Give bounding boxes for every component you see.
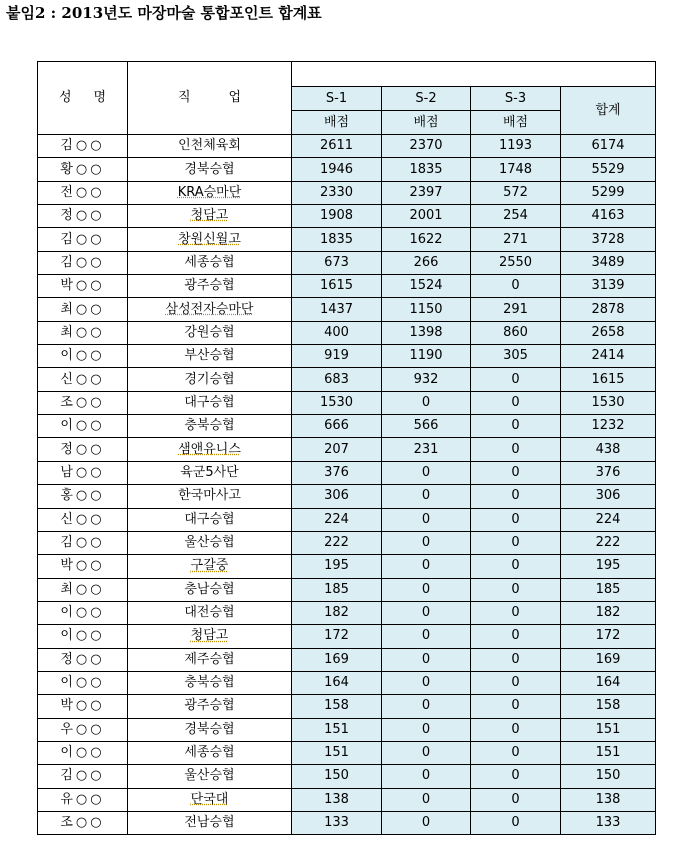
row-s3: 0 [471,415,561,438]
row-s3: 0 [471,531,561,554]
row-s2: 0 [382,601,471,624]
row-s2: 0 [382,811,471,834]
row-s2: 0 [382,531,471,554]
row-job: 제주승협 [128,648,292,671]
row-s3: 1193 [471,135,561,158]
row-name: 박○○ [38,275,128,298]
row-s2: 0 [382,695,471,718]
row-total: 5529 [561,158,656,181]
table-row [38,625,656,648]
row-s3: 0 [471,275,561,298]
row-s3: 0 [471,461,561,484]
table-row [38,438,656,461]
table-row [38,205,656,228]
row-job: 광주승협 [128,275,292,298]
row-total: 150 [561,765,656,788]
row-s1: 666 [292,415,382,438]
row-total: 224 [561,508,656,531]
row-job: 충북승협 [128,415,292,438]
row-total: 182 [561,601,656,624]
row-total: 5299 [561,181,656,204]
points-table [37,61,656,835]
table-row [38,765,656,788]
row-s2: 266 [382,251,471,274]
row-name: 이○○ [38,741,128,764]
row-s3: 0 [471,485,561,508]
table-row [38,321,656,344]
table-row [38,695,656,718]
row-s2: 0 [382,578,471,601]
row-job: 충북승협 [128,671,292,694]
header-name: 성 명 [38,62,128,135]
row-total: 222 [561,531,656,554]
header-s3: S-3 [471,87,561,111]
row-s1: 1615 [292,275,382,298]
row-s2: 0 [382,765,471,788]
row-s3: 572 [471,181,561,204]
row-job: 대전승협 [128,601,292,624]
row-job: 청담고 [128,625,292,648]
row-s3: 860 [471,321,561,344]
table-row [38,648,656,671]
header-points-s2: 배점 [382,111,471,135]
row-total: 2658 [561,321,656,344]
table-row [38,275,656,298]
row-job: 경기승협 [128,368,292,391]
table-row [38,461,656,484]
row-total: 6174 [561,135,656,158]
row-s1: 2330 [292,181,382,204]
row-s2: 0 [382,555,471,578]
row-job: 한국마사고 [128,485,292,508]
row-s3: 0 [471,508,561,531]
table-row [38,391,656,414]
header-blank [292,62,656,87]
header-s1: S-1 [292,87,382,111]
row-job: 세종승협 [128,251,292,274]
row-job: 단국대 [128,788,292,811]
row-name: 김○○ [38,228,128,251]
row-s2: 2397 [382,181,471,204]
row-total: 185 [561,578,656,601]
header-s2: S-2 [382,87,471,111]
row-s3: 0 [471,671,561,694]
table-row [38,158,656,181]
row-s2: 0 [382,788,471,811]
row-s2: 0 [382,485,471,508]
row-total: 151 [561,718,656,741]
row-s2: 2001 [382,205,471,228]
row-name: 박○○ [38,695,128,718]
row-s1: 222 [292,531,382,554]
table-row [38,298,656,321]
row-s3: 0 [471,695,561,718]
row-name: 김○○ [38,251,128,274]
row-name: 김○○ [38,531,128,554]
table-row [38,718,656,741]
row-s2: 0 [382,461,471,484]
row-s1: 2611 [292,135,382,158]
row-s2: 0 [382,508,471,531]
row-total: 1615 [561,368,656,391]
row-s2: 932 [382,368,471,391]
row-job: 청담고 [128,205,292,228]
row-s2: 1398 [382,321,471,344]
row-name: 조○○ [38,811,128,834]
row-s3: 0 [471,788,561,811]
row-s1: 1835 [292,228,382,251]
row-total: 306 [561,485,656,508]
row-job: 구갈중 [128,555,292,578]
row-s1: 207 [292,438,382,461]
table-row [38,228,656,251]
row-s1: 1908 [292,205,382,228]
row-total: 4163 [561,205,656,228]
row-total: 376 [561,461,656,484]
row-s1: 1946 [292,158,382,181]
table-row [38,135,656,158]
row-total: 438 [561,438,656,461]
row-job: 대구승협 [128,391,292,414]
row-name: 김○○ [38,135,128,158]
row-job: 샘앤유니스 [128,438,292,461]
row-s1: 306 [292,485,382,508]
table-row [38,181,656,204]
row-s3: 0 [471,555,561,578]
row-s3: 0 [471,438,561,461]
table-row [38,415,656,438]
row-s1: 376 [292,461,382,484]
row-job: 울산승협 [128,531,292,554]
row-name: 이○○ [38,415,128,438]
row-total: 1530 [561,391,656,414]
row-name: 남○○ [38,461,128,484]
row-name: 유○○ [38,788,128,811]
row-s1: 182 [292,601,382,624]
row-s3: 0 [471,765,561,788]
row-s3: 0 [471,718,561,741]
header-points-s1: 배점 [292,111,382,135]
row-job: KRA승마단 [128,181,292,204]
row-s3: 2550 [471,251,561,274]
row-name: 최○○ [38,578,128,601]
table-row [38,531,656,554]
row-s3: 0 [471,648,561,671]
row-s3: 0 [471,368,561,391]
row-s1: 673 [292,251,382,274]
page-title: 붙임2 : 2013년도 마장마술 통합포인트 합계표 [6,4,322,22]
row-s1: 400 [292,321,382,344]
row-s1: 158 [292,695,382,718]
row-job: 삼성전자승마단 [128,298,292,321]
row-total: 169 [561,648,656,671]
row-name: 홍○○ [38,485,128,508]
row-name: 황○○ [38,158,128,181]
row-s2: 0 [382,741,471,764]
row-s3: 0 [471,578,561,601]
row-s1: 1530 [292,391,382,414]
row-job: 경북승협 [128,158,292,181]
row-s2: 0 [382,648,471,671]
row-total: 1232 [561,415,656,438]
row-name: 정○○ [38,205,128,228]
row-s2: 566 [382,415,471,438]
row-name: 정○○ [38,438,128,461]
row-total: 3489 [561,251,656,274]
row-s1: 683 [292,368,382,391]
row-name: 우○○ [38,718,128,741]
row-total: 151 [561,741,656,764]
row-s2: 231 [382,438,471,461]
row-job: 충남승협 [128,578,292,601]
row-job: 강원승협 [128,321,292,344]
row-s3: 0 [471,601,561,624]
row-name: 신○○ [38,508,128,531]
row-name: 최○○ [38,321,128,344]
row-name: 정○○ [38,648,128,671]
row-s1: 151 [292,741,382,764]
table-row [38,251,656,274]
row-s3: 271 [471,228,561,251]
row-s3: 0 [471,811,561,834]
table-row [38,345,656,368]
row-s3: 305 [471,345,561,368]
row-s2: 1190 [382,345,471,368]
row-job: 경북승협 [128,718,292,741]
row-name: 최○○ [38,298,128,321]
row-total: 2878 [561,298,656,321]
header-points-s3: 배점 [471,111,561,135]
row-s2: 0 [382,718,471,741]
row-s1: 224 [292,508,382,531]
row-s1: 138 [292,788,382,811]
table-row [38,601,656,624]
row-s1: 1437 [292,298,382,321]
row-job: 광주승협 [128,695,292,718]
table-row [38,508,656,531]
table-row [38,671,656,694]
row-job: 부산승협 [128,345,292,368]
row-total: 133 [561,811,656,834]
row-name: 이○○ [38,601,128,624]
row-total: 172 [561,625,656,648]
row-job: 울산승협 [128,765,292,788]
row-s1: 133 [292,811,382,834]
row-job: 세종승협 [128,741,292,764]
row-job: 창원신월고 [128,228,292,251]
row-s1: 150 [292,765,382,788]
row-s2: 2370 [382,135,471,158]
row-name: 조○○ [38,391,128,414]
header-job: 직 업 [128,62,292,135]
row-s1: 164 [292,671,382,694]
row-s3: 0 [471,625,561,648]
row-job: 전남승협 [128,811,292,834]
row-s1: 919 [292,345,382,368]
row-job: 대구승협 [128,508,292,531]
row-s3: 0 [471,741,561,764]
row-total: 3139 [561,275,656,298]
row-s1: 169 [292,648,382,671]
row-s2: 1835 [382,158,471,181]
row-s3: 0 [471,391,561,414]
row-total: 3728 [561,228,656,251]
row-job: 인천체육회 [128,135,292,158]
row-s2: 0 [382,391,471,414]
row-total: 158 [561,695,656,718]
row-name: 이○○ [38,625,128,648]
row-name: 김○○ [38,765,128,788]
row-s2: 0 [382,671,471,694]
row-s1: 151 [292,718,382,741]
row-s1: 195 [292,555,382,578]
row-s2: 1524 [382,275,471,298]
table-row [38,485,656,508]
row-total: 138 [561,788,656,811]
table-row [38,368,656,391]
row-name: 전○○ [38,181,128,204]
row-name: 신○○ [38,368,128,391]
row-s2: 1622 [382,228,471,251]
table-row [38,788,656,811]
table-row [38,578,656,601]
row-s2: 1150 [382,298,471,321]
row-s1: 185 [292,578,382,601]
row-total: 164 [561,671,656,694]
row-s3: 254 [471,205,561,228]
row-s3: 1748 [471,158,561,181]
table-row [38,811,656,834]
table-row [38,555,656,578]
row-s1: 172 [292,625,382,648]
row-name: 박○○ [38,555,128,578]
row-name: 이○○ [38,671,128,694]
row-total: 195 [561,555,656,578]
header-total: 합계 [561,87,656,135]
row-s2: 0 [382,625,471,648]
row-name: 이○○ [38,345,128,368]
row-total: 2414 [561,345,656,368]
row-job: 육군5사단 [128,461,292,484]
table-row [38,741,656,764]
row-s3: 291 [471,298,561,321]
